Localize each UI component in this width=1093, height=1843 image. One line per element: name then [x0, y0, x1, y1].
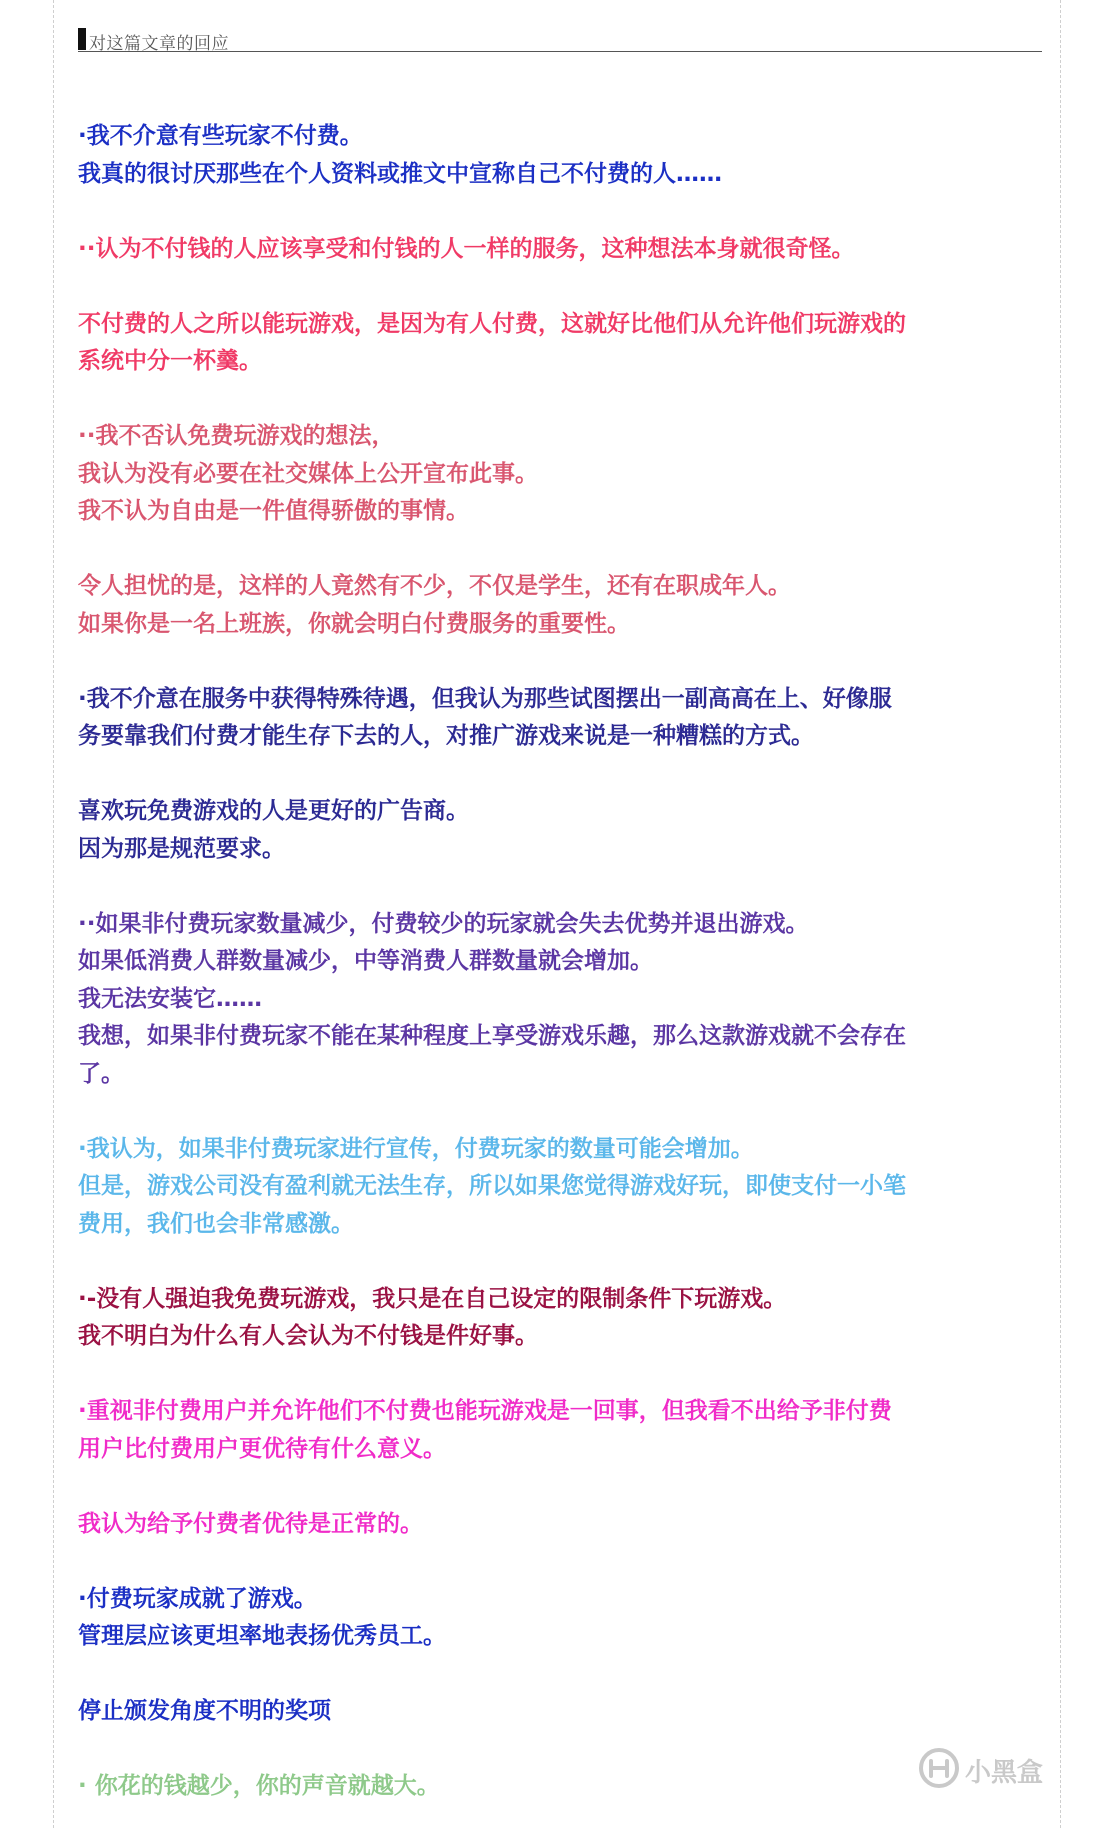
comment-line: 因为那是规范要求。	[78, 835, 285, 862]
comment-line: ··我不否认免费玩游戏的想法，	[78, 423, 395, 449]
comment-paragraph	[78, 1768, 1042, 1806]
comment-paragraph	[78, 306, 1042, 381]
comment-line: 管理层应该更坦率地表扬优秀员工。	[78, 1623, 446, 1649]
section-header	[78, 24, 1042, 52]
comment-paragraph	[78, 681, 1042, 756]
comment-line: ·重视非付费用户并允许他们不付费也能玩游戏是一回事，但我看不出给予非付费	[78, 1398, 892, 1424]
comment-line: 务要靠我们付费才能生存下去的人，对推广游戏来说是一种糟糕的方式。	[78, 723, 814, 749]
comment-line: 我真的很讨厌那些在个人资料或推文中宣称自己不付费的人……	[78, 160, 722, 187]
comment-line: 停止颁发角度不明的奖项	[78, 1698, 331, 1724]
comment-line: 令人担忧的是，这样的人竟然有不少，不仅是学生，还有在职成年人。	[78, 573, 791, 599]
comment-paragraph	[78, 1693, 1042, 1731]
comment-paragraph	[78, 568, 1042, 643]
comment-line: 但是，游戏公司没有盈利就无法生存，所以如果您觉得游戏好玩，即使支付一小笔	[78, 1173, 906, 1199]
comment-paragraph	[78, 418, 1042, 531]
comment-paragraph	[78, 793, 1042, 868]
comment-line: ·我不介意在服务中获得特殊待遇，但我认为那些试图摆出一副高高在上、好像服	[78, 685, 892, 712]
comment-line: 我认为给予付费者优待是正常的。	[78, 1510, 423, 1537]
article-body	[78, 118, 1042, 1843]
comment-line: 用户比付费用户更优待有什么意义。	[78, 1435, 446, 1462]
comment-paragraph	[78, 1393, 1042, 1468]
comment-line: · 你花的钱越少，你的声音就越大。	[78, 1773, 440, 1799]
comment-line: 如果你是一名上班族，你就会明白付费服务的重要性。	[78, 610, 630, 637]
comment-line: ·付费玩家成就了游戏。	[78, 1585, 317, 1612]
comment-paragraph	[78, 118, 1042, 193]
comment-line: 如果低消费人群数量减少，中等消费人群数量就会增加。	[78, 948, 653, 974]
comment-line: 了。	[78, 1060, 124, 1087]
comment-line: 系统中分一杯羹。	[78, 348, 262, 374]
comment-line: 喜欢玩免费游戏的人是更好的广告商。	[78, 798, 469, 824]
comment-paragraph	[78, 1581, 1042, 1656]
comment-paragraph	[78, 231, 1042, 269]
watermark	[919, 1746, 1069, 1790]
comment-line: 费用，我们也会非常感激。	[78, 1210, 354, 1237]
header-marker	[78, 28, 86, 50]
comment-line: ·-没有人强迫我免费玩游戏，我只是在自己设定的限制条件下玩游戏。	[78, 1285, 787, 1312]
comment-line: 我无法安装它……	[78, 985, 262, 1012]
comment-paragraph	[78, 1281, 1042, 1356]
comment-line: ··认为不付钱的人应该享受和付钱的人一样的服务，这种想法本身就很奇怪。	[78, 235, 855, 262]
comment-paragraph	[78, 1506, 1042, 1544]
comment-line: 我不认为自由是一件值得骄傲的事情。	[78, 498, 469, 524]
section-title: 对这篇文章的回应	[89, 34, 229, 54]
comment-line: ·我不介意有些玩家不付费。	[78, 123, 363, 149]
watermark-text: 小黑盒	[965, 1758, 1044, 1788]
comment-line: ··如果非付费玩家数量减少，付费较少的玩家就会失去优势并退出游戏。	[78, 910, 809, 937]
comment-line: 我认为没有必要在社交媒体上公开宣布此事。	[78, 460, 538, 487]
comment-line: 不付费的人之所以能玩游戏，是因为有人付费，这就好比他们从允许他们玩游戏的	[78, 310, 906, 337]
comment-paragraph	[78, 1131, 1042, 1244]
comment-line: 我不明白为什么有人会认为不付钱是件好事。	[78, 1323, 538, 1349]
heybox-logo-icon	[919, 1748, 959, 1788]
comment-paragraph	[78, 906, 1042, 1094]
comment-line: ·我认为，如果非付费玩家进行宣传，付费玩家的数量可能会增加。	[78, 1135, 754, 1162]
comment-line: 我想，如果非付费玩家不能在某种程度上享受游戏乐趣，那么这款游戏就不会存在	[78, 1023, 906, 1049]
